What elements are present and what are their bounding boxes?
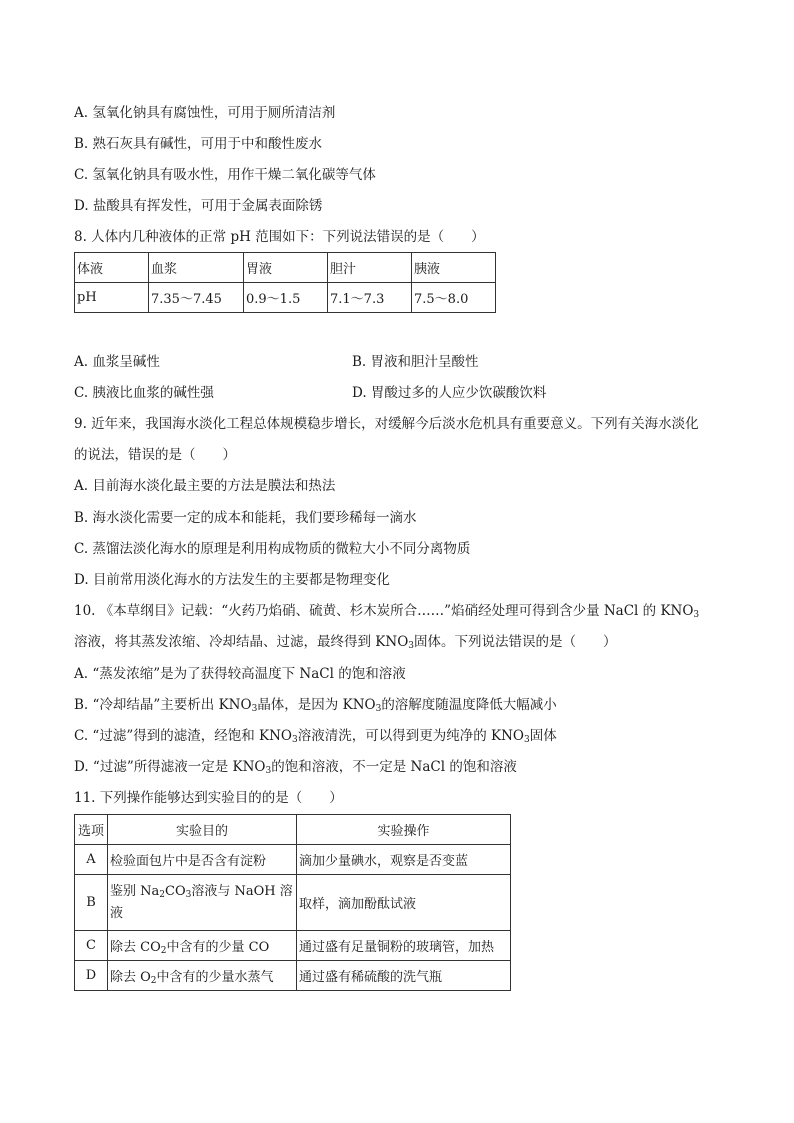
header-cell: 实验操作 (297, 815, 511, 845)
option-label-cell: D (75, 961, 108, 991)
q10-option-d (74, 757, 517, 777)
q10-option-a: A. “蒸发浓缩”是为了获得较高温度下 NaCl 的饱和溶液 (74, 666, 406, 682)
q10-stem-line1 (74, 601, 699, 621)
option-text: D. “过滤”所得滤液一定是 KNO (74, 759, 266, 775)
q10-stem-text: 固体。下列说法错误的是（ ） (414, 634, 617, 650)
cell-text: 除去 CO (110, 940, 161, 955)
q9-option-c: C. 蒸馏法淡化海水的原理是利用构成物质的微粒大小不同分离物质 (74, 541, 471, 557)
goal-cell (108, 961, 297, 991)
table-cell: 血浆 (149, 253, 244, 283)
q10-stem-text: 溶液，将其蒸发浓缩、冷却结晶、过滤，最终得到 KNO (74, 634, 409, 650)
subscript: 3 (265, 766, 272, 776)
operation-cell: 取样，滴加酚酞试液 (297, 875, 511, 931)
q11-stem: 11. 下列操作能够达到实验目的的是（ ） (74, 790, 343, 806)
q8-option-b: B. 胃液和胆汁呈酸性 (352, 354, 479, 370)
cell-text: 鉴别 Na (110, 883, 160, 899)
q10-option-b (74, 695, 557, 715)
q9-option-d: D. 目前常用淡化海水的方法发生的主要都是物理变化 (74, 572, 390, 588)
q9-stem-line1: 9. 近年来，我国海水淡化工程总体规模稳步增长，对缓解今后淡水危机具有重要意义。下列有关海水淡化 (74, 416, 699, 432)
q8-option-d: D. 胃酸过多的人应少饮碳酸饮料 (352, 385, 547, 401)
cell-text: CO (165, 883, 186, 899)
header-cell: 选项 (75, 815, 108, 845)
cell-text: 中含有的少量 CO (166, 940, 270, 955)
q8-option-a: A. 血浆呈碱性 (74, 354, 160, 370)
table-cell: 胆汁 (328, 253, 412, 283)
subscript: 3 (524, 735, 530, 745)
goal-cell: 检验面包片中是否含有淀粉 (108, 845, 297, 875)
subscript: 3 (375, 704, 382, 714)
option-text: 溶液清洗，可以得到更为纯净的 KNO (297, 728, 524, 744)
table-cell: 7.35～7.45 (149, 283, 244, 313)
q7-option-d: D. 盐酸具有挥发性，可用于金属表面除锈 (74, 198, 323, 214)
table-row (75, 931, 511, 961)
q10-stem-text: 10. 《本草纲目》记载：“火药乃焰硝、硫黄、杉木炭所合……”焰硝经处理可得到含少量 NaCl 的 KNO (74, 603, 694, 619)
q7-option-b: B. 熟石灰具有碱性，可用于中和酸性废水 (74, 136, 323, 152)
q7-option-c: C. 氢氧化钠具有吸水性，用作干燥二氧化碳等气体 (74, 167, 376, 183)
q8-option-c: C. 胰液比血浆的碱性强 (74, 385, 214, 401)
table-row (75, 845, 511, 875)
q9-stem-line2: 的说法，错误的是（ ） (74, 447, 236, 463)
q11-experiment-table (74, 814, 511, 991)
table-cell: 7.1～7.3 (328, 283, 412, 313)
table-cell: 0.9～1.5 (244, 283, 328, 313)
cell-text: 除去 O (110, 970, 151, 985)
q8-stem: 8. 人体内几种液体的正常 pH 范围如下：下列说法错误的是（ ） (74, 229, 485, 245)
table-cell: 体液 (75, 253, 149, 283)
cell-text: 中含有的少量水蒸气 (156, 970, 274, 985)
q9-option-a: A. 目前海水淡化最主要的方法是膜法和热法 (74, 478, 336, 494)
q8-ph-table (74, 252, 496, 313)
table-row (75, 961, 511, 991)
operation-cell: 滴加少量碘水，观察是否变蓝 (297, 845, 511, 875)
q9-option-b: B. 海水淡化需要一定的成本和能耗，我们要珍稀每一滴水 (74, 510, 417, 526)
table-cell: 7.5～8.0 (412, 283, 496, 313)
option-text: 的饱和溶液，不一定是 NaCl 的饱和溶液 (271, 759, 517, 775)
option-text: 晶体，是因为 KNO (257, 697, 376, 713)
subscript: 3 (251, 704, 258, 714)
subscript: 3 (185, 889, 192, 900)
operation-cell: 通过盛有足量铜粉的玻璃管，加热 (297, 931, 511, 961)
table-cell: 胃液 (244, 253, 328, 283)
table-row (75, 253, 496, 283)
option-label-cell: C (75, 931, 108, 961)
q10-stem-line2 (74, 632, 617, 652)
goal-cell (108, 875, 297, 931)
subscript: 3 (693, 610, 700, 620)
subscript: 2 (150, 976, 157, 986)
option-label-cell: A (75, 845, 108, 875)
subscript: 2 (160, 946, 167, 956)
q7-option-a: A. 氢氧化钠具有腐蚀性，可用于厕所清洁剂 (74, 105, 336, 121)
goal-cell (108, 931, 297, 961)
table-row (75, 875, 511, 931)
option-text: C. “过滤”得到的滤渣，经饱和 KNO (74, 728, 292, 744)
subscript: 3 (292, 735, 298, 745)
table-row (75, 283, 496, 313)
table-cell: 胰液 (412, 253, 496, 283)
table-row (75, 815, 511, 845)
option-text: B. “冷却结晶”主要析出 KNO (74, 697, 252, 713)
cell-text: 溶液与 NaOH 溶 (191, 883, 293, 899)
table-cell: pH (75, 283, 149, 313)
q10-option-c (74, 726, 557, 746)
operation-cell: 通过盛有稀硫酸的洗气瓶 (297, 961, 511, 991)
option-text: 固体 (529, 728, 557, 744)
cell-text: 液 (110, 905, 124, 921)
option-label-cell: B (75, 875, 108, 931)
header-cell: 实验目的 (108, 815, 297, 845)
subscript: 3 (408, 641, 414, 651)
subscript: 2 (159, 889, 165, 900)
option-text: 的溶解度随温度降低大幅减小 (381, 697, 557, 713)
